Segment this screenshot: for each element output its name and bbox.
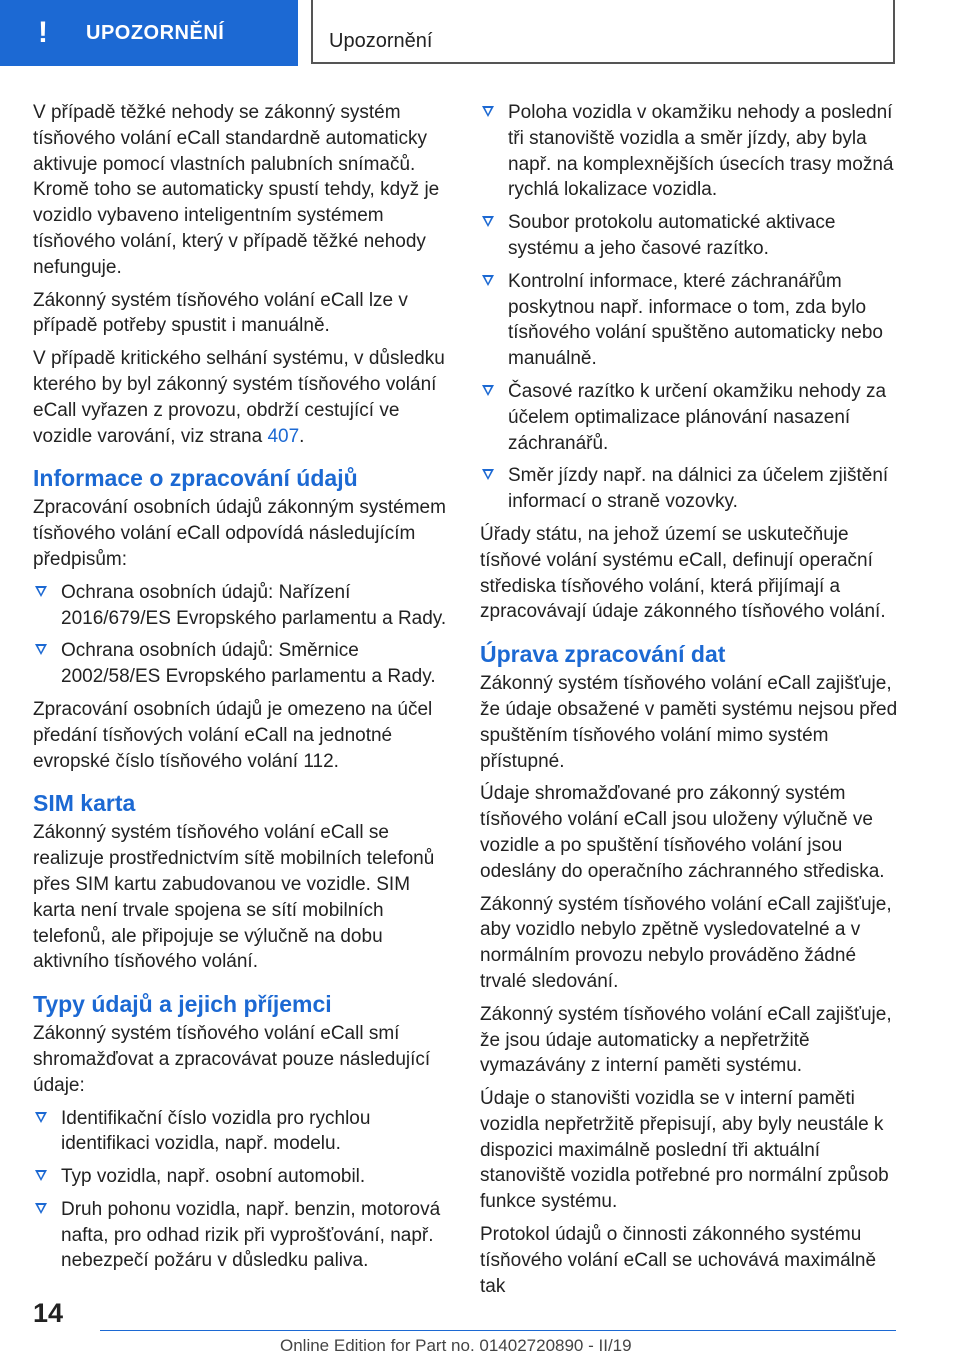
triangle-bullet-icon	[35, 1203, 47, 1214]
paragraph: V případě těžké nehody se zákonný systém tísňového volání eCall standardně automaticky aktivuje pomocí vlastních palubních snímačů. Kromě toho se automaticky spustí tehdy, když je vozidlo vybaveno inteligentním systémem tísňového volání, který v případě těžké nehody nefunguje.	[33, 102, 440, 278]
list-item: Časové razítko k určení okamžiku nehody za účelem optimalizace plánování nasazení záchranářů.	[480, 379, 898, 456]
paragraph: Údaje shromažďované pro zákonný systém tísňového volání eCall jsou uloženy výlučně ve vozidle a po spuštění tísňového volání jsou odeslány do operačního záchranného střediska.	[480, 783, 885, 882]
paragraph: Zpracování osobních údajů zákonným systémem tísňového volání eCall odpovídá následujícím předpisům:	[33, 497, 446, 570]
heading-data-types: Typy údajů a jejich příjemci	[33, 991, 332, 1018]
list-item: Typ vozidla, např. osobní automobil.	[33, 1164, 451, 1190]
triangle-bullet-icon	[482, 275, 494, 286]
warning-icon: !	[38, 16, 48, 49]
paragraph: Zákonný systém tísňového volání eCall se realizuje prostřednictvím sítě mobilních telefonů přes SIM kartu zabudovanou ve vozidle. SIM karta není trvale spojena se sítí mobilních telefonů, ale připojuje se výlučně na dobu aktivního tísňového volání.	[33, 822, 435, 973]
paragraph: Úřady státu, na jehož území se uskutečňuje tísňové volání systému eCall, definují operační střediska tísňového volání, která přijímají a zpracovávají údaje zákonného tísňového volání.	[480, 523, 886, 623]
page-number: 14	[33, 1298, 64, 1328]
triangle-bullet-icon	[482, 385, 494, 396]
section-tab-label: UPOZORNĚNÍ	[86, 21, 225, 44]
footer-edition: Online Edition for Part no. 01402720890 - II/19	[280, 1336, 632, 1355]
regulations-list	[33, 580, 451, 690]
triangle-bullet-icon	[35, 644, 47, 655]
list-item: Identifikační číslo vozidla pro rychlou identifikaci vozidla, např. modelu.	[33, 1106, 451, 1158]
data-types-list-continued	[480, 100, 898, 515]
paragraph: Zákonný systém tísňového volání eCall lze v případě potřeby spustit i manuálně.	[33, 289, 408, 337]
left-column	[33, 100, 451, 1281]
section-tab	[0, 0, 298, 66]
paragraph: Zákonný systém tísňového volání eCall zajišťuje, aby vozidlo nebylo zpětně vysledovatelné a v normálním provozu nebylo prováděno žádné trvalé sledování.	[480, 893, 892, 992]
list-item: Kontrolní informace, které záchranářům poskytnou např. informace o tom, zda bylo tísňového volání spuštěno automaticky nebo manuálně.	[480, 269, 898, 372]
triangle-bullet-icon	[35, 1112, 47, 1123]
data-types-list	[33, 1106, 451, 1275]
triangle-bullet-icon	[482, 216, 494, 227]
triangle-bullet-icon	[35, 1170, 47, 1181]
triangle-bullet-icon	[482, 106, 494, 117]
header-title-box	[311, 0, 895, 64]
paragraph: Zpracování osobních údajů je omezeno na účel předání tísňových volání eCall na jednotné evropské číslo tísňového volání 112.	[33, 698, 433, 772]
page-header	[0, 0, 960, 66]
list-item: Soubor protokolu automatické aktivace systému a jeho časové razítko.	[480, 210, 898, 262]
right-column	[480, 100, 898, 1306]
page-reference-link[interactable]: 407	[267, 425, 300, 447]
triangle-bullet-icon	[35, 586, 47, 597]
list-item: Ochrana osobních údajů: Nařízení 2016/679/ES Evropského parlamentu a Rady.	[33, 580, 451, 632]
header-title: Upozornění	[329, 30, 433, 52]
paragraph: Zákonný systém tísňového volání eCall smí shromažďovat a zpracovávat pouze následující údaje:	[33, 1023, 431, 1096]
list-item: Poloha vozidla v okamžiku nehody a poslední tři stanoviště vozidla a směr jízdy, aby byla např. na komplexnějších úsecích trasy možná rychlá lokalizace vozidla.	[480, 100, 898, 203]
triangle-bullet-icon	[482, 469, 494, 480]
heading-sim-card: SIM karta	[33, 790, 136, 817]
heading-data-processing: Informace o zpracování údajů	[33, 465, 358, 492]
paragraph: Údaje o stanovišti vozidla se v interní paměti vozidla nepřetržitě přepisují, aby byly neustále k dispozici maximálně poslední tři aktuální stanoviště vozidla potřebné pro normální způsob funkce systému.	[480, 1088, 889, 1213]
paragraph: V případě kritického selhání systému, v důsledku kterého by byl zákonný systém tísňového volání eCall vyřazen z provozu, obdrží cestující ve vozidle varování, viz strana 407.	[33, 348, 445, 447]
paragraph: Zákonný systém tísňového volání eCall zajišťuje, že jsou údaje automaticky a nepřetržitě vymazávány z interní paměti systému.	[480, 1003, 892, 1077]
list-item: Směr jízdy např. na dálnici za účelem zjištění informací o straně vozovky.	[480, 463, 898, 515]
paragraph: Zákonný systém tísňového volání eCall zajišťuje, že údaje obsažené v paměti systému nejsou před spuštěním tísňového volání mimo systém přístupné.	[480, 673, 898, 772]
footer-divider	[100, 1330, 896, 1331]
list-item: Ochrana osobních údajů: Směrnice 2002/58/ES Evropského parlamentu a Rady.	[33, 638, 451, 690]
list-item: Druh pohonu vozidla, např. benzin, motorová nafta, pro odhad rizik při vyprošťování, např. nebezpečí požáru v důsledku paliva.	[33, 1197, 451, 1274]
paragraph: Protokol údajů o činnosti zákonného systému tísňového volání eCall se uchovává maximálně tak	[480, 1224, 877, 1297]
heading-data-editing: Úprava zpracování dat	[480, 641, 726, 668]
